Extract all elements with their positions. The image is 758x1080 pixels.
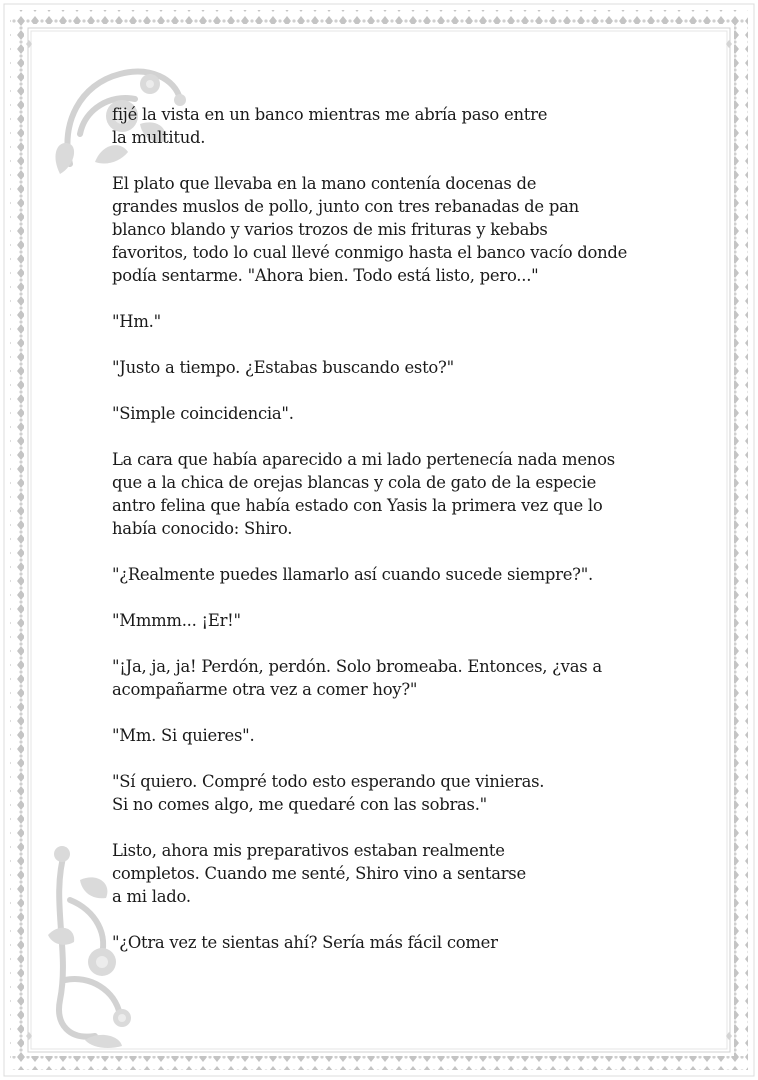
paragraph — [112, 931, 642, 954]
paragraph — [112, 839, 642, 908]
text-line: Si no comes algo, me quedaré con las sobras." — [112, 795, 487, 814]
text-line: "Mm. Si quieres". — [112, 726, 255, 745]
text-line: acompañarme otra vez a comer hoy?" — [112, 680, 418, 699]
text-line: "¡Ja, ja, ja! Perdón, perdón. Solo bromeaba. Entonces, ¿vas a — [112, 657, 602, 676]
text-line: "Mmmm... ¡Er!" — [112, 611, 241, 630]
text-line: "¿Realmente puedes llamarlo así cuando sucede siempre?". — [112, 565, 593, 584]
paragraph — [112, 655, 642, 701]
paragraph — [112, 448, 642, 540]
paragraph — [112, 356, 642, 379]
page-body-text — [112, 103, 642, 977]
text-line: había conocido: Shiro. — [112, 519, 293, 538]
text-line: podía sentarme. "Ahora bien. Todo está listo, pero..." — [112, 266, 539, 285]
paragraph — [112, 724, 642, 747]
text-line: "Simple coincidencia". — [112, 404, 294, 423]
paragraph — [112, 770, 642, 816]
text-line: "Sí quiero. Compré todo esto esperando que vinieras. — [112, 772, 545, 791]
text-line: favoritos, todo lo cual llevé conmigo hasta el banco vacío donde — [112, 243, 628, 262]
paragraph — [112, 310, 642, 333]
text-line: antro felina que había estado con Yasis la primera vez que lo — [112, 496, 603, 515]
text-line: Listo, ahora mis preparativos estaban realmente — [112, 841, 505, 860]
paragraph — [112, 609, 642, 632]
text-line: El plato que llevaba en la mano contenía docenas de — [112, 174, 537, 193]
text-line: completos. Cuando me senté, Shiro vino a sentarse — [112, 864, 526, 883]
text-line: La cara que había aparecido a mi lado pertenecía nada menos — [112, 450, 615, 469]
paragraph — [112, 402, 642, 425]
text-line: "Justo a tiempo. ¿Estabas buscando esto?" — [112, 358, 454, 377]
text-line: grandes muslos de pollo, junto con tres rebanadas de pan — [112, 197, 579, 216]
text-line: la multitud. — [112, 128, 206, 147]
text-line: fijé la vista en un banco mientras me abría paso entre — [112, 105, 548, 124]
paragraph — [112, 563, 642, 586]
text-line: blanco blando y varios trozos de mis frituras y kebabs — [112, 220, 548, 239]
text-line: a mi lado. — [112, 887, 191, 906]
text-line: "Hm." — [112, 312, 161, 331]
paragraph — [112, 172, 642, 287]
text-line: que a la chica de orejas blancas y cola de gato de la especie — [112, 473, 597, 492]
paragraph — [112, 103, 642, 149]
text-line: "¿Otra vez te sientas ahí? Sería más fácil comer — [112, 933, 498, 952]
